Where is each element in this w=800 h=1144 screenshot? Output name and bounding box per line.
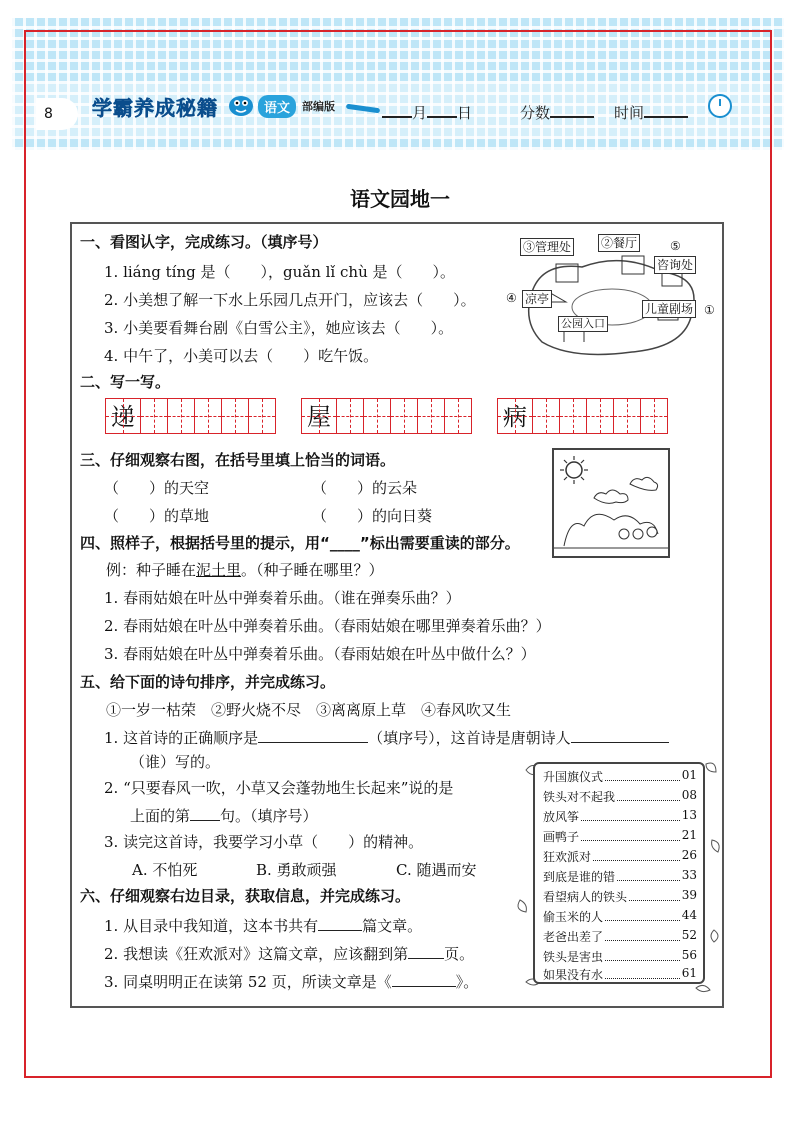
- s3-blank-sunflower: （ ）的向日葵: [312, 507, 433, 525]
- map-label-1: ①: [704, 303, 715, 317]
- section-1-heading: 一、看图认字，完成练习。（填序号）: [80, 233, 328, 251]
- toc-row[interactable]: 铁头对不起我 08: [543, 788, 697, 804]
- s3-blank-clouds: （ ）的云朵: [312, 479, 418, 497]
- grid-cell[interactable]: [417, 398, 445, 434]
- grid-char-3: 病: [497, 398, 533, 434]
- date-field: 月 日: [382, 100, 472, 123]
- grid-cell[interactable]: [221, 398, 249, 434]
- grid-cell[interactable]: [390, 398, 418, 434]
- s1-question-1: 1. liáng tíng 是（ ），guǎn lǐ chù 是（ ）。: [104, 263, 455, 281]
- grid-cell[interactable]: [613, 398, 641, 434]
- s5-question-2: 2. “只要春风一吹，小草又会蓬勃地生长起来”说的是: [104, 779, 454, 797]
- s1-question-3: 3. 小美要看舞台剧《白雪公主》，她应该去（ ）。: [104, 319, 454, 337]
- s4-example: 例：种子睡在泥土里。（种子睡在哪里？）: [106, 561, 384, 579]
- s5-question-2-cont: 上面的第 句。（填序号）: [130, 804, 318, 826]
- s3-blank-sky: （ ）的天空: [104, 479, 210, 497]
- map-label-gate: 公园入口: [558, 316, 608, 332]
- toc-row[interactable]: 老爸出差了 52: [543, 928, 697, 944]
- toc-row[interactable]: 放风筝 13: [543, 808, 697, 824]
- s5-question-1: 1. 这首诗的正确顺序是 （填序号），这首诗是唐朝诗人: [104, 726, 669, 748]
- toc-row[interactable]: 如果没有水 61: [543, 966, 697, 982]
- grid-char-2: 屋: [301, 398, 337, 434]
- toc-row[interactable]: 狂欢派对 26: [543, 848, 697, 864]
- s4-question-2: 2. 春雨姑娘在叶丛中弹奏着乐曲。（春雨姑娘在哪里弹奏着乐曲？）: [104, 617, 551, 635]
- grid-cell[interactable]: [167, 398, 195, 434]
- clock-icon: [708, 94, 732, 118]
- brand-title: 学霸养成秘籍: [92, 96, 218, 120]
- writing-grid-2: [302, 398, 472, 436]
- grid-cell[interactable]: [586, 398, 614, 434]
- park-map: [506, 232, 720, 362]
- toc-row[interactable]: 画鸭子 21: [543, 828, 697, 844]
- toc-row[interactable]: 铁头是害虫 56: [543, 948, 697, 964]
- time-field: 时间: [614, 100, 688, 123]
- map-label-5: ⑤: [670, 239, 681, 253]
- grid-cell[interactable]: [336, 398, 364, 434]
- grid-cell[interactable]: [194, 398, 222, 434]
- s4-question-3: 3. 春雨姑娘在叶丛中弹奏着乐曲。（春雨姑娘在叶丛中做什么？）: [104, 645, 536, 663]
- map-label-admin: ③管理处: [520, 238, 574, 256]
- table-of-contents: [533, 762, 705, 984]
- section-2-heading: 二、写一写。: [80, 373, 171, 391]
- option-b[interactable]: B. 勇敢顽强: [256, 861, 337, 879]
- edition-label: 部编版: [302, 100, 335, 113]
- section-3-heading: 三、仔细观察右图，在括号里填上恰当的词语。: [80, 451, 396, 469]
- toc-row[interactable]: 看望病人的铁头 39: [543, 888, 697, 904]
- poem-lines: ①一岁一枯荣 ②野火烧不尽 ③离离原上草 ④春风吹又生: [106, 701, 512, 719]
- grid-cell[interactable]: [640, 398, 668, 434]
- grid-cell[interactable]: [444, 398, 472, 434]
- grid-cell[interactable]: [559, 398, 587, 434]
- s6-question-2: 2. 我想读《狂欢派对》这篇文章，应该翻到第 页。: [104, 942, 474, 964]
- map-label-theater: 儿童剧场: [642, 300, 696, 318]
- s5-question-3: 3. 读完这首诗，我要学习小草（ ）的精神。: [104, 833, 424, 851]
- page-title: 语文园地一: [350, 187, 450, 211]
- s6-question-1: 1. 从目录中我知道，这本书共有 篇文章。: [104, 914, 422, 936]
- score-field: 分数: [520, 100, 594, 123]
- section-6-heading: 六、仔细观察右边目录，获取信息，并完成练习。: [80, 887, 411, 905]
- grid-cell[interactable]: [532, 398, 560, 434]
- s1-question-2: 2. 小美想了解一下水上乐园几点开门，应该去（ ）。: [104, 291, 476, 309]
- grid-cell[interactable]: [363, 398, 391, 434]
- s4-question-1: 1. 春雨姑娘在叶丛中弹奏着乐曲。（谁在弹奏乐曲？）: [104, 589, 461, 607]
- section-5-heading: 五、给下面的诗句排序，并完成练习。: [80, 673, 336, 691]
- option-a[interactable]: A. 不怕死: [132, 861, 198, 879]
- map-label-4: ④: [506, 291, 517, 305]
- grid-char-1: 递: [105, 398, 141, 434]
- s3-blank-grass: （ ）的草地: [104, 507, 210, 525]
- toc-row[interactable]: 偷玉米的人 44: [543, 908, 697, 924]
- map-label-consult: 咨询处: [654, 256, 696, 274]
- page-number: 8: [36, 98, 78, 130]
- writing-grid-3: [498, 398, 668, 436]
- s6-question-3: 3. 同桌明明正在读第 52 页，所读文章是《 》。: [104, 970, 478, 992]
- subject-badge: 语文: [258, 95, 296, 118]
- toc-row[interactable]: 到底是谁的错 33: [543, 868, 697, 884]
- s1-question-4: 4. 中午了，小美可以去（ ）吃午饭。: [104, 347, 379, 365]
- option-c[interactable]: C. 随遇而安: [396, 861, 477, 879]
- toc-row[interactable]: 升国旗仪式 01: [543, 768, 697, 784]
- section-4-heading: 四、照样子，根据括号里的提示，用“____”标出需要重读的部分。: [80, 534, 520, 552]
- brand-mascot-icon: [226, 90, 256, 118]
- scene-picture: [552, 448, 670, 558]
- scene-drawing: [554, 450, 668, 556]
- map-label-pavilion: 凉亭: [522, 290, 552, 308]
- grid-cell[interactable]: [140, 398, 168, 434]
- grid-cell[interactable]: [248, 398, 276, 434]
- writing-grid-1: [106, 398, 276, 436]
- s5-question-1-cont: （谁）写的。: [130, 753, 221, 771]
- map-label-restaurant: ②餐厅: [598, 234, 640, 252]
